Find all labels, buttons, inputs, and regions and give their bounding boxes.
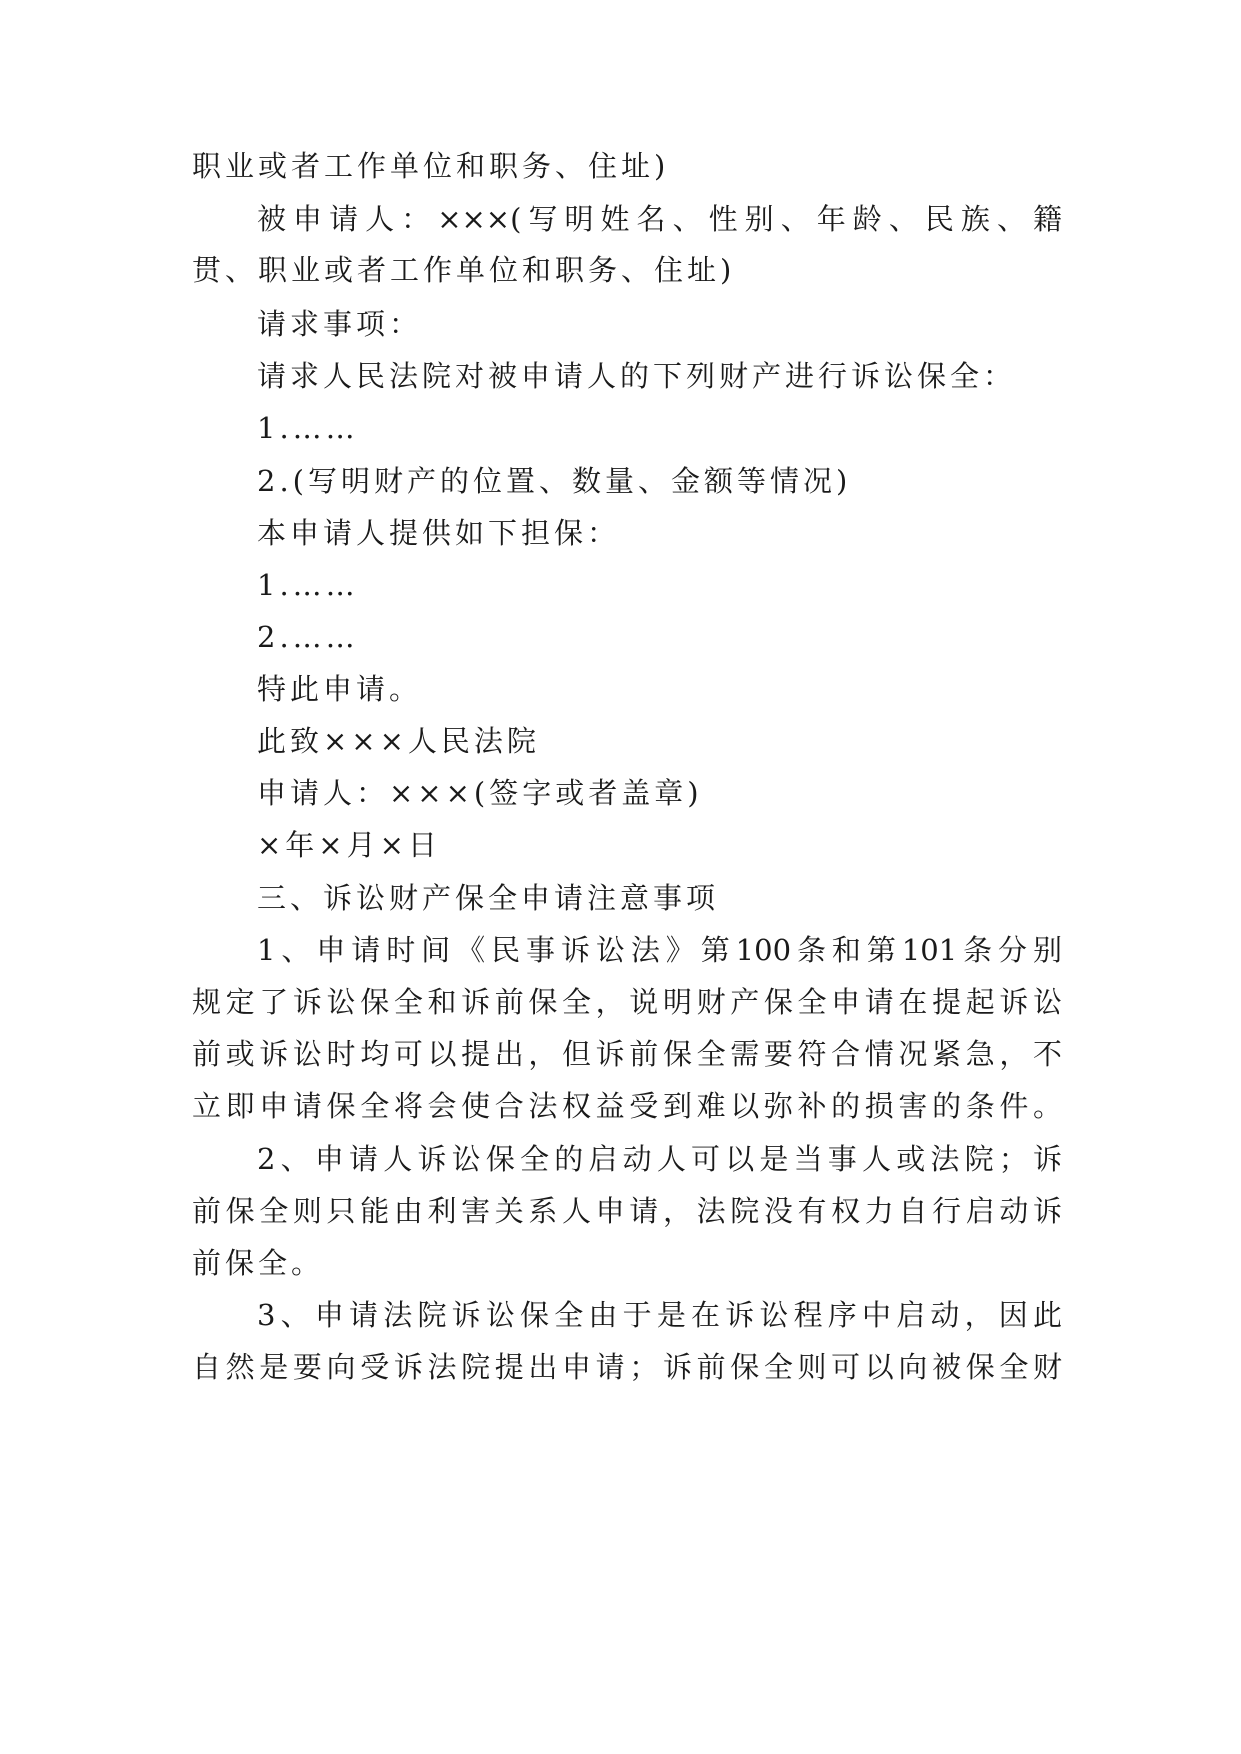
text-line-guarantee-heading: 本申请人提供如下担保： — [257, 516, 621, 550]
paragraph-1-line-2: 规定了诉讼保全和诉前保全，说明财产保全申请在提起诉讼 — [192, 985, 1062, 1019]
text-line-request-heading: 请求事项： — [257, 307, 423, 341]
text-line-request-item-2: 2.(写明财产的位置、数量、金额等情况) — [257, 464, 852, 498]
text-line-request-body: 请求人民法院对被申请人的下列财产进行诉讼保全： — [257, 359, 1017, 393]
text-line-addressee: 此致×××人民法院 — [257, 724, 540, 758]
section-heading: 三、诉讼财产保全申请注意事项 — [257, 881, 720, 915]
paragraph-1-line-4: 立即申请保全将会使合法权益受到难以弥补的损害的条件。 — [192, 1089, 1062, 1123]
text-line-guarantee-item-1: 1.…… — [257, 568, 359, 602]
paragraph-3-line-2: 自然是要向受诉法院提出申请；诉前保全则可以向被保全财 — [192, 1350, 1062, 1384]
text-line-guarantee-item-2: 2.…… — [257, 620, 359, 654]
paragraph-3-line-1: 3、申请法院诉讼保全由于是在诉讼程序中启动，因此 — [257, 1298, 1062, 1332]
paragraph-1-line-3: 前或诉讼时均可以提出，但诉前保全需要符合情况紧急，不 — [192, 1037, 1062, 1071]
text-line-closing: 特此申请。 — [257, 672, 423, 706]
text-line-signature: 申请人：×××(签字或者盖章) — [257, 776, 703, 810]
text-line-date: ×年×月×日 — [257, 828, 441, 862]
paragraph-2-line-2: 前保全则只能由利害关系人申请，法院没有权力自行启动诉 — [192, 1194, 1062, 1228]
paragraph-1-line-1: 1、申请时间《民事诉讼法》第100条和第101条分别 — [257, 933, 1062, 967]
paragraph-2-line-3: 前保全。 — [192, 1246, 325, 1280]
text-line-applicant-continuation: 职业或者工作单位和职务、住址) — [192, 149, 670, 183]
text-line-request-item-1: 1.…… — [257, 411, 359, 445]
paragraph-2-line-1: 2、申请人诉讼保全的启动人可以是当事人或法院；诉 — [257, 1142, 1062, 1176]
text-line-respondent: 被申请人：×××(写明姓名、性别、年龄、民族、籍 — [257, 202, 1062, 236]
text-line-respondent-continuation: 贯、职业或者工作单位和职务、住址) — [192, 253, 736, 287]
